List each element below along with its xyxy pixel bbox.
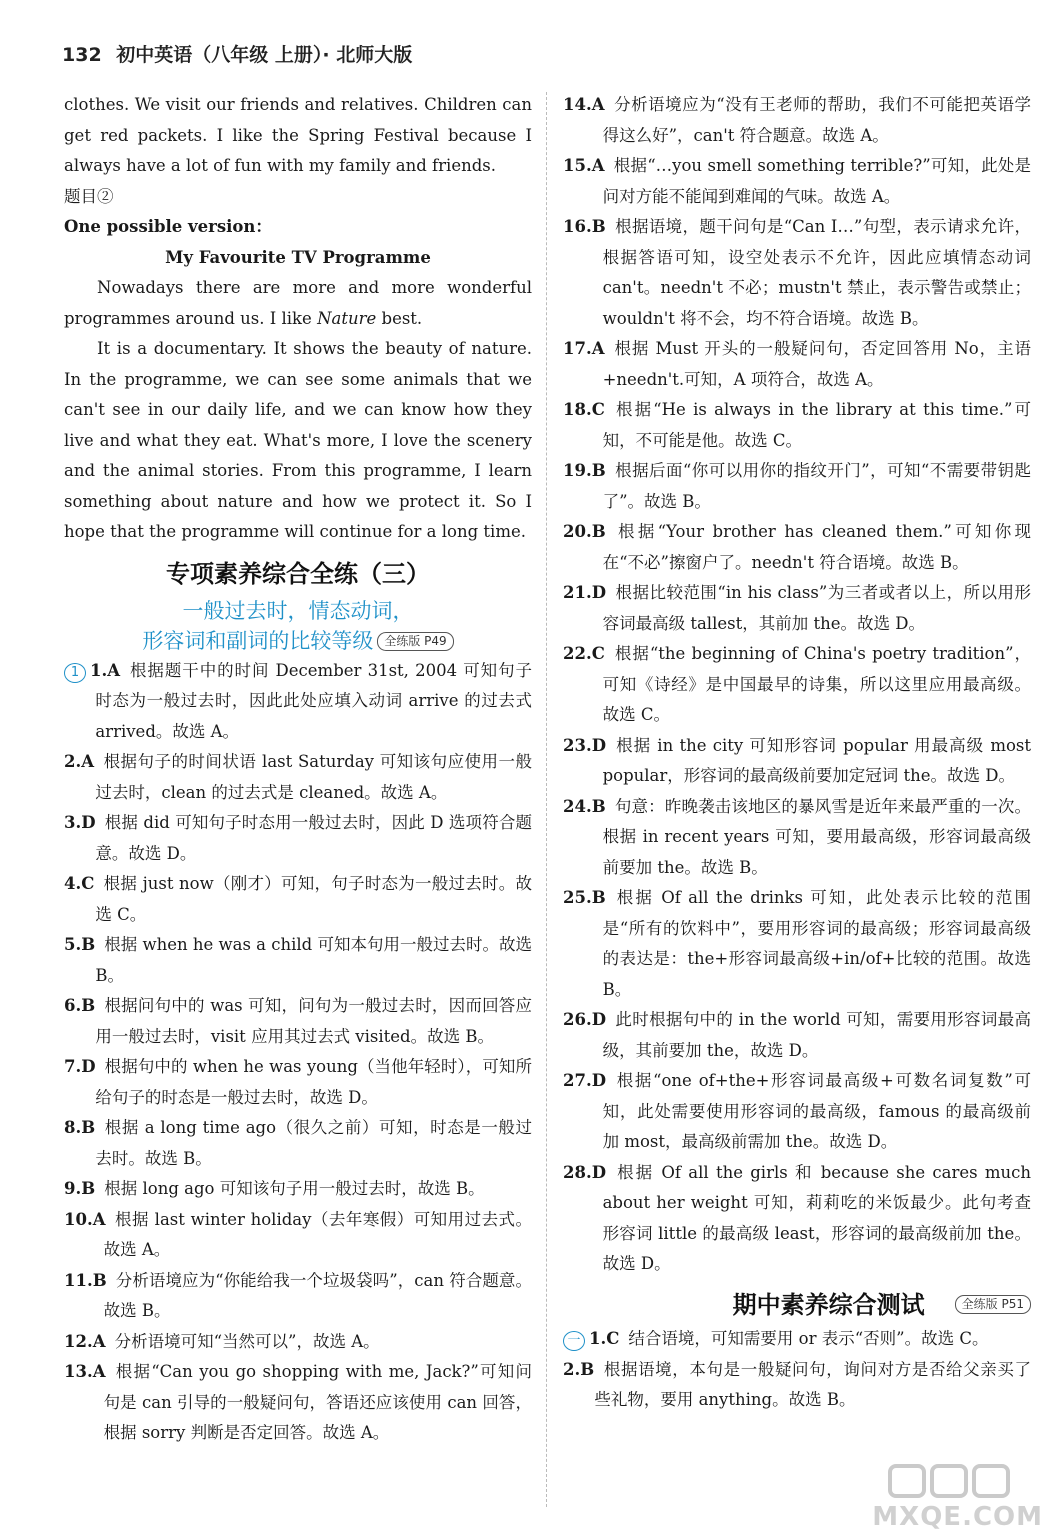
page-header: [62, 40, 412, 70]
right-answer-list: [563, 90, 1031, 1280]
answer-number: 20.B: [563, 522, 606, 541]
answer-number: 6.B: [64, 996, 96, 1015]
answer-item: [64, 1327, 532, 1358]
answer-explanation: 根据比较范围“in his class”为三者或者以上，所以用形容词最高级 tallest，其前加 the。故选 D。: [602, 583, 1031, 633]
answer-explanation: 根据“one of+the+形容词最高级+可数名词复数”可知，此处需要使用形容词的最高级，famous 的最高级前加 most，最高级前需加 the。故选 D。: [602, 1071, 1031, 1151]
answer-item: [563, 639, 1031, 731]
answer-number: 18.C: [563, 400, 605, 419]
answer-explanation: 结合语境，可知需要用 or 表示“否则”。故选 C。: [628, 1329, 989, 1348]
answer-explanation: 根据句中的 when he was young（当他年轻时），可知所给句子的时态是一般过去时，故选 D。: [95, 1057, 532, 1107]
answer-number: 28.D: [563, 1162, 607, 1182]
answer-item: [64, 1266, 532, 1327]
column-divider: [546, 92, 547, 1507]
answer-explanation: 根据“Your brother has cleaned them.”可知你现在“不必”擦窗户了。needn't 符合语境。故选 B。: [602, 522, 1031, 572]
answer-item: [64, 1205, 532, 1266]
answer-explanation: 分析语境应为“没有王老师的帮助，我们不可能把英语学得这么好”，can't 符合题意。故选 A。: [602, 95, 1031, 145]
answer-item: [563, 334, 1031, 395]
section-subtitle-2: 形容词和副词的比较等级 全练版 P49: [64, 626, 532, 656]
answer-item: [563, 395, 1031, 456]
answer-explanation: 根据 just now（刚才）可知，句子时态为一般过去时。故选 C。: [95, 874, 532, 924]
answer-item: [563, 578, 1031, 639]
answer-number: 17.A: [563, 339, 605, 358]
answer-item: [64, 1357, 532, 1449]
answer-number: 25.B: [563, 888, 606, 907]
answer-number: 1.A: [90, 660, 121, 680]
part-marker: 1: [64, 663, 86, 683]
answer-number: 19.B: [563, 461, 606, 480]
answer-explanation: 此时根据句中的 in the world 可知，需要用形容词最高级，其前要加 the，故选 D。: [602, 1010, 1031, 1060]
answer-number: 7.D: [64, 1057, 96, 1076]
part-marker: 一: [563, 1331, 585, 1351]
answer-number: 2.B: [563, 1359, 595, 1379]
answer-explanation: 根据句子的时间状语 last Saturday 可知该句应使用一般过去时，clean 的过去式是 cleaned。故选 A。: [95, 752, 532, 802]
answer-number: 3.D: [64, 813, 96, 832]
answer-number: 5.B: [64, 935, 96, 954]
answer-item: [64, 808, 532, 869]
answer-number: 1.C: [589, 1329, 620, 1348]
answer-number: 14.A: [563, 95, 605, 114]
answer-explanation: 根据 last winter holiday（去年寒假）可知用过去式。故选 A。: [103, 1209, 532, 1259]
answer-number: 16.B: [563, 217, 606, 236]
answer-item: [563, 883, 1031, 1005]
answer-explanation: 根据语境，本句是一般疑问句，询问对方是否给父亲买了些礼物，要用 anything。故选 B。: [594, 1359, 1031, 1409]
answer-explanation: 根据后面“你可以用你的指纹开门”，可知“不需要带钥匙了”。故选 B。: [602, 461, 1031, 511]
answer-number: 4.C: [64, 874, 95, 893]
answer-item: [563, 1324, 1031, 1355]
answer-explanation: 根据问句中的 was 可知，问句为一般过去时，因而回答应用一般过去时，visit 应用其过去式 visited。故选 B。: [95, 996, 532, 1046]
answer-item: [64, 1113, 532, 1174]
essay-paragraph-1: Nowadays there are more and more wonderful programmes around us. I like Nature best.: [64, 278, 532, 328]
answer-number: 10.A: [64, 1209, 106, 1229]
answer-item: [563, 1355, 1031, 1416]
watermark-logo-icon: [888, 1462, 1028, 1502]
left-answer-list: [64, 656, 532, 1449]
page-number: 132: [62, 44, 102, 66]
answer-number: 15.A: [563, 156, 605, 175]
answer-number: 24.B: [563, 796, 606, 816]
answer-explanation: 根据 a long time ago（很久之前）可知，时态是一般过去时。故选 B。: [95, 1118, 532, 1168]
answer-explanation: 根据语境，题干问句是“Can I…”句型，表示请求允许，根据答语可知，设空处表示不允许，因此应填情态动词 can't。needn't 不必；mustn't 禁止，表示警告或禁止；wouldn't 将不会，均不符合语境。故选 B。: [602, 217, 1031, 328]
answer-number: 11.B: [64, 1270, 107, 1290]
answer-item: [64, 656, 532, 748]
answer-explanation: 根据题干中的时间 December 31st, 2004 可知句子时态为一般过去时，因此此处应填入动词 arrive 的过去式 arrived。故选 A。: [95, 660, 532, 741]
book-title: 初中英语（八年级 上册）· 北师大版: [116, 44, 413, 66]
answer-number: 8.B: [64, 1118, 96, 1137]
answer-number: 12.A: [64, 1331, 106, 1351]
answer-item: [563, 212, 1031, 334]
answer-item: [563, 90, 1031, 151]
answer-item: [64, 991, 532, 1052]
answer-item: [563, 517, 1031, 578]
answer-number: 21.D: [563, 583, 607, 602]
answer-item: [563, 151, 1031, 212]
answer-explanation: 根据 did 可知句子时态用一般过去时，因此 D 选项符合题意。故选 D。: [95, 813, 532, 863]
answer-item: [64, 930, 532, 991]
answer-item: [64, 1174, 532, 1205]
answer-item: [64, 1052, 532, 1113]
answer-explanation: 根据“He is always in the library at this time.”可知，不可能是他。故选 C。: [602, 400, 1031, 450]
essay-intro-text: clothes. We visit our friends and relatives. Children can get red packets. I like the Spring Festival because I always have a lot of fun with my family and friends.: [64, 95, 532, 175]
answer-number: 2.A: [64, 752, 95, 771]
answer-item: [64, 747, 532, 808]
answer-number: 26.D: [563, 1010, 607, 1029]
answer-explanation: 分析语境可知“当然可以”，故选 A。: [114, 1331, 380, 1351]
right-column: [563, 90, 1031, 1416]
watermark: [868, 1462, 1043, 1532]
midterm-title: 期中素养综合测试: [732, 1290, 925, 1319]
answer-number: 22.C: [563, 644, 605, 663]
answer-explanation: 根据 long ago 可知该句子用一般过去时，故选 B。: [104, 1179, 485, 1198]
section-title: 专项素养综合全练（三）: [166, 559, 430, 588]
essay-paragraph-2: It is a documentary. It shows the beauty of nature. In the programme, we can see some animals that we can't see in our daily life, and we can know how they live and what they eat. What's more, I love the scenery and the animal stories. From this programme, I learn something about nature and how we protect it. So I hope that the programme will continue for a long time.: [64, 339, 532, 541]
left-column: [64, 90, 532, 1449]
answer-explanation: 根据 Must 开头的一般疑问句，否定回答用 No，主语+needn't.可知，A 项符合，故选 A。: [602, 339, 1031, 389]
answer-number: 27.D: [563, 1071, 607, 1090]
section-page-tag: 全练版 P49: [377, 632, 453, 651]
watermark-text: MXQE.COM: [872, 1502, 1043, 1532]
answer-explanation: 根据 Of all the girls 和 because she cares much about her weight 可知，莉莉吃的米饭最少。此句考查形容词 little 的最高级 least，形容词的最高级前加 the。故选 D。: [602, 1162, 1031, 1273]
answer-explanation: 根据“Can you go shopping with me, Jack?”可知问句是 can 引导的一般疑问句，答语还应该使用 can 回答，根据 sorry 判断是否定回答。故选 A。: [103, 1362, 532, 1442]
answer-item: [563, 1005, 1031, 1066]
answer-item: [563, 792, 1031, 884]
answer-item: [563, 731, 1031, 792]
answer-item: [563, 456, 1031, 517]
essay-title: My Favourite TV Programme: [165, 247, 431, 267]
version-label: One possible version：: [64, 217, 272, 236]
answer-explanation: 分析语境应为“你能给我一个垃圾袋吗”，can 符合题意。故选 B。: [103, 1270, 532, 1320]
topic-label: 题目②: [64, 186, 114, 206]
answer-explanation: 根据 Of all the drinks 可知，此处表示比较的范围是“所有的饮料中”，要用形容词的最高级；形容词最高级的表达是：the+形容词最高级+in/of+比较的范围。故选 B。: [602, 888, 1031, 999]
answer-item: [64, 869, 532, 930]
midterm-answer-list: [563, 1324, 1031, 1416]
answer-number: 23.D: [563, 735, 607, 755]
answer-item: [563, 1066, 1031, 1158]
answer-explanation: 根据“…you smell something terrible?”可知，此处是问对方能不能闻到难闻的气味。故选 A。: [602, 156, 1031, 206]
answer-number: 13.A: [64, 1362, 106, 1381]
answer-explanation: 根据“the beginning of China's poetry tradition”，可知《诗经》是中国最早的诗集，所以这里应用最高级。故选 C。: [602, 644, 1031, 724]
section-subtitle-1: 一般过去时，情态动词，: [182, 598, 414, 623]
answer-explanation: 根据 in the city 可知形容词 popular 用最高级 most popular，形容词的最高级前要加定冠词 the。故选 D。: [602, 735, 1031, 785]
answer-explanation: 句意：昨晚袭击该地区的暴风雪是近年来最严重的一次。根据 in recent years 可知，要用最高级，形容词最高级前要加 the。故选 B。: [602, 796, 1031, 877]
answer-item: [563, 1158, 1031, 1280]
answer-explanation: 根据 when he was a child 可知本句用一般过去时。故选 B。: [95, 935, 532, 985]
midterm-header: [563, 1290, 1031, 1321]
midterm-page-tag: 全练版 P51: [955, 1295, 1031, 1314]
answer-number: 9.B: [64, 1179, 96, 1198]
